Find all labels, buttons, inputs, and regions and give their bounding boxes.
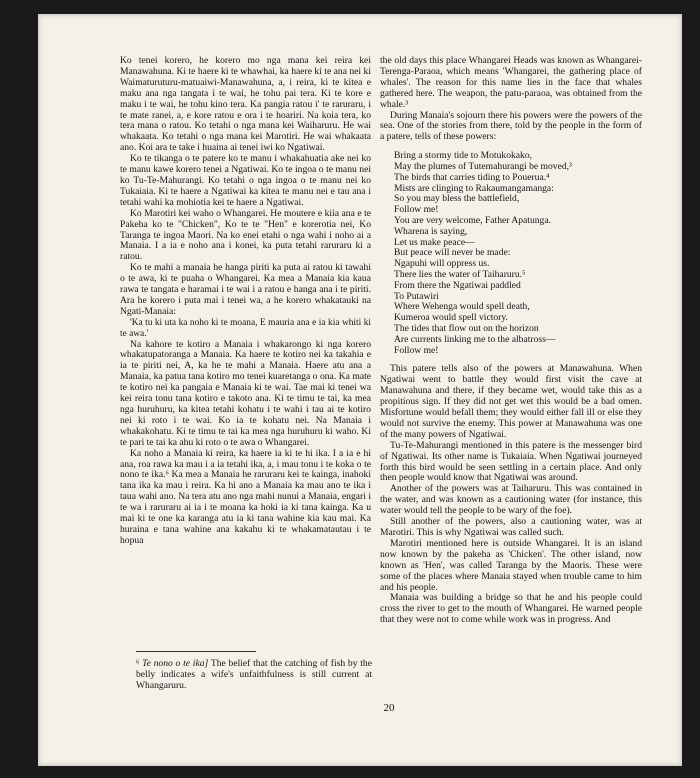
song-line: The birds that carries tiding to Pouerua.⁴	[394, 171, 550, 183]
song-line: You are very welcome, Father Apatunga.	[394, 215, 552, 227]
footnote-label: Te nono o te ika]	[142, 658, 209, 669]
paragraph: Another of the powers was at Taiharuru. This was contained in the water, and was known as a cautioning water (for instance, this water would tell the people to be wary of the foe).	[380, 483, 642, 517]
page-number: 20	[383, 702, 395, 714]
paragraph: Ko te mahi a manaia he hanga piriti ka puta ai ratou ki tawahi o te awa, ki te puaha o Whangarei. Ka mea a Manaia kia kaua rawa te tangata e haramai i te wai i a ratou e hanga ana i te piriti. Ara he korero i puta mai i tenei wa, a he korero whakatauki na Ngati-Manaia:	[120, 262, 371, 317]
song-line: Mists are clinging to Rakaumangamanga:	[394, 182, 554, 194]
paragraph: Ko tenei korero, he korero mo nga mana kei reira kei Manawahuna. Ki te haere ki te whawhai, ka haere ki te ana nei ki Waimaturuturu-matuaiwi-Manawahuna, a, i reira, ki te kitea e maku ana nga tangata i te wai, he tohu pai tera. Ki te kore e maku i te wai, he tohu kino tera. Ka pangia ratou i' te raruraru, i te mate ranei, a, e kore ratou e ora i te hoariri. Na koia tera, ko tera mana o ratou. Ko tetahi o nga mana kei Waiharuru. He wai whakaata. Ko tetahi o nga mana kei Marotiri. He wai whakaata ano. Koi ara te take i huaina ai tenei iwi ko Ngatiwai.	[120, 55, 371, 154]
footnote-divider	[136, 651, 256, 652]
footnote-text: The belief that the catching of fish by the belly indicates a wife's unfaithfulness is still current at Whangaruru.	[136, 658, 372, 691]
paragraph: the old days this place Whangarei Heads was known as Whangarei-Terenga-Paraoa, which means 'Whangarei, the gathering place of whales'. The reason for this name lies in the face that whales gathered here. The weapon, the patu-paraoa, was obtained from the whale.³	[380, 55, 642, 110]
paragraph: Ko Marotiri kei waho o Whangarei. He moutere e kiia ana e te Pakeha ko te "Chicken", Ko te te "Hen" e korerotia nei, Ko Taranga te ingoa Maori. Na ko enei etahi o nga wahi i noho ai a Manaia. I a ia e noho ana i konei, ka puta tetahi raruraru ki a ratou.	[120, 207, 371, 263]
song-line: To Putawiri	[394, 290, 439, 302]
song-line: Let us make peace—	[394, 236, 475, 248]
song-line: The tides that flow out on the horizon	[394, 323, 539, 334]
song-line: Ngapuhi will oppress us.	[394, 258, 490, 270]
song-line: Follow me!	[394, 344, 439, 356]
song-line: Wharena is saying,	[394, 225, 468, 237]
paragraph: Tu-Te-Mahurangi mentioned in this patere is the messenger bird of Ngatiwai. Its other name is Tukaiaia. When Ngatiwai journeyed forth this bird would be seen settling in a certain place. And only then people would know that Ngatiwai was around.	[380, 439, 642, 484]
song-line: Are currents linking me to the albatross—	[394, 333, 556, 345]
patere-song	[394, 151, 642, 356]
paragraph: Ko te tikanga o te patere ko te manu i whakahuatia ake nei ko te manu kawe korero tenei a Ngatiwai. Ko te ingoa o te manu nei ko Tu-Te-Mahurangi. Ko tetahi o nga ingoa o te manu nei ko Tukaiaia. Ki te haere a Ngatiwai ka kitea te manu nei e tau ana i tetahi wahi ka mohiotia kei te haere a Ngatiwai.	[120, 153, 371, 208]
paragraph: During Manaia's sojourn there his powers were the powers of the sea. One of the stories from there, told by the people in the form of a patere, tells of these powers:	[380, 109, 642, 143]
song-line: May the plumes of Tutemahurangi be moved,³	[394, 161, 572, 173]
paragraph: Ka noho a Manaia ki reira, ka haere ia ki te hi ika. I a ia e hi ana, roa rawa ka mau i a ia tetahi ika, a, i mau tonu i te koka o te nono te ika.⁶ Ka mea a Manaia he raruraru kei te kainga, inahoki tana ika ka mau i reira. Ka hi ano a Manaia ka mau ano te ika i taua wahi ano. Na tera atu ano nga mahi nunui a Manaia, engari i te wa i raruraru ai ia i te moana ka hoki ia ki tana kainga. Ka u mai ki te one ka karanga atu ia ki tana wahine kia kau mai. Ka huraina e tana wahine ana kakahu ki te whakamatautau i te hopua	[120, 447, 371, 546]
left-column-maori-text	[120, 56, 371, 547]
right-column-english-text	[380, 56, 642, 626]
song-line: From there the Ngatiwai paddled	[394, 279, 521, 291]
book-page	[38, 14, 682, 766]
paragraph: Manaia was building a bridge so that he and his people could cross the river to get to the mouth of Whangarei. He warned people that they were not to come while work was in progress. And	[380, 592, 642, 626]
paragraph: Na kahore te kotiro a Manaia i whakarongo ki nga korero whakatupatoranga a Manaia. Ka haere te kotiro nei ka takahia e ia te piriti nei, A, ka he te mahi a Manaia. Haere atu ana a Manaia, ka patua tana kotiro mo tenei kuaretanga o ona. Ka mate te kotiro nei ka pangaia e Manaia ki te wai. Tae mai ki tenei wa kei reira tonu tana kotiro e takoto ana. Ki te timu te tai, ka mea nga huruhuru, ka kitea tetahi kohatu i te wahi i tau ai te kotiro nei ki roto i te wai. Ko ia te kohatu nei. Na Manaia i whakakohatu. Ki te timu te tai ka mea nga huruhuru ki waho. Ki te pari te tai ka ahu ki roto o te awa o Whangarei.	[120, 338, 371, 448]
song-line: Kumeroa would spell victory.	[394, 312, 508, 324]
footnote	[136, 659, 372, 692]
proverb-quote: 'Ka tu ki uta ka noho ki te moana, E mauria ana e ia kia whiti ki te awa.'	[120, 317, 371, 339]
paragraph: Marotiri mentioned here is outside Whangarei. It is an island now known by the pakeha as 'Chicken'. The other island, now known as 'Hen', was called Taranga by the Maoris. These were some of the places where Manaia stayed when trouble came to him and his people.	[380, 537, 642, 593]
song-line: Bring a stormy tide to Motukokako,	[394, 150, 533, 162]
song-line: Follow me!	[394, 204, 439, 216]
footnote-marker: ⁶	[136, 658, 140, 669]
song-line: There lies the water of Taiharuru.⁵	[394, 269, 526, 281]
paragraph: Still another of the powers, also a cautioning water, was at Marotiri. This is why Ngatiwai was called such.	[380, 516, 642, 538]
paragraph: This patere tells also of the powers at Manawahuna. When Ngatiwai went to battle they would first visit the cave at Manawahuna and there, if they became wet, would take this as a propitious sign. If they did not get wet this would be a bad omen. Misfortune would befall them; they would either fall ill or else they would not survive the enemy. This power at Manawahuna was one of the many powers of Ngatiwai.	[380, 363, 642, 440]
song-line: So you may bless the battlefield,	[394, 193, 520, 205]
song-line: But peace will never be made:	[394, 247, 511, 259]
song-line: Where Wehenga would spell death,	[394, 301, 530, 313]
